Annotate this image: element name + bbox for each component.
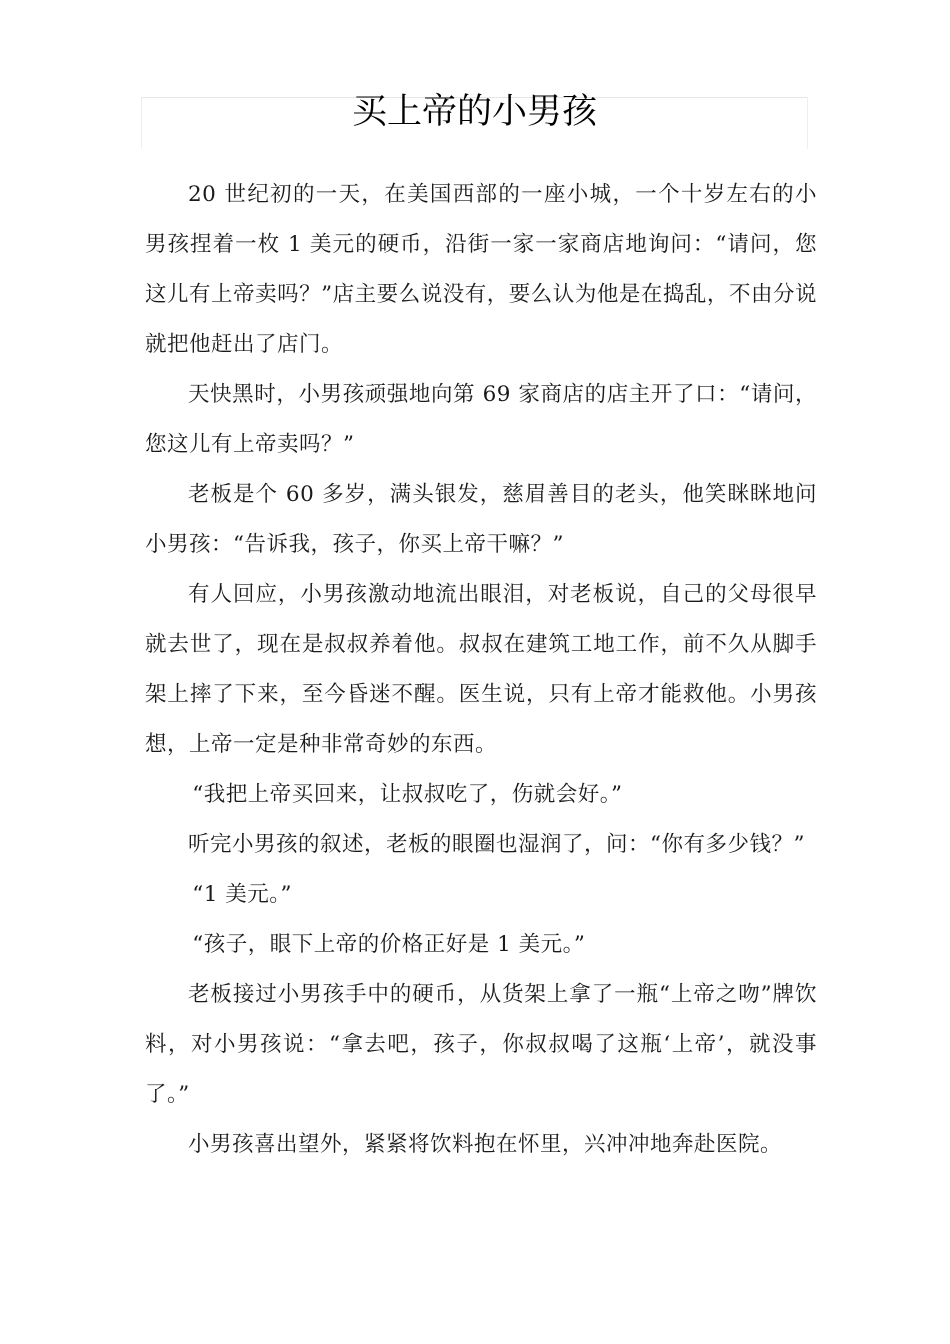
paragraph: 老板接过小男孩手中的硬币，从货架上拿了一瓶“上帝之吻”牌饮料，对小男孩说：“拿去吧，孩子，你叔叔喝了这瓶‘上帝’，就没事了。” [145, 982, 817, 1107]
document-title: 买上帝的小男孩 [351, 92, 597, 132]
paragraph: 小男孩喜出望外，紧紧将饮料抱在怀里，兴冲冲地奔赴医院。 [188, 1132, 783, 1157]
paragraph: 听完小男孩的叙述，老板的眼圈也湿润了，问：“你有多少钱？” [188, 832, 805, 857]
document-body [145, 170, 817, 1170]
paragraph: 20 世纪初的一天，在美国西部的一座小城，一个十岁左右的小男孩捏着一枚 1 美元的硬币，沿街一家一家商店地询问：“请问，您这儿有上帝卖吗？”店主要么说没有，要么认为他是在捣乱，不由分说就把他赶出了店门。 [145, 182, 817, 357]
paragraph: “孩子，眼下上帝的价格正好是 1 美元。” [192, 932, 586, 957]
paragraph: “我把上帝买回来，让叔叔吃了，伤就会好。” [192, 782, 623, 807]
paragraph: 有人回应，小男孩激动地流出眼泪，对老板说，自己的父母很早就去世了，现在是叔叔养着他。叔叔在建筑工地工作，前不久从脚手架上摔了下来，至今昏迷不醒。医生说，只有上帝才能救他。小男孩想，上帝一定是种非常奇妙的东西。 [145, 582, 817, 757]
paragraph: 老板是个 60 多岁，满头银发，慈眉善目的老头，他笑眯眯地问小男孩：“告诉我，孩子，你买上帝干嘛？” [145, 482, 817, 557]
paragraph: 天快黑时，小男孩顽强地向第 69 家商店的店主开了口：“请问，您这儿有上帝卖吗？” [145, 382, 817, 457]
paragraph: “1 美元。” [192, 882, 293, 907]
